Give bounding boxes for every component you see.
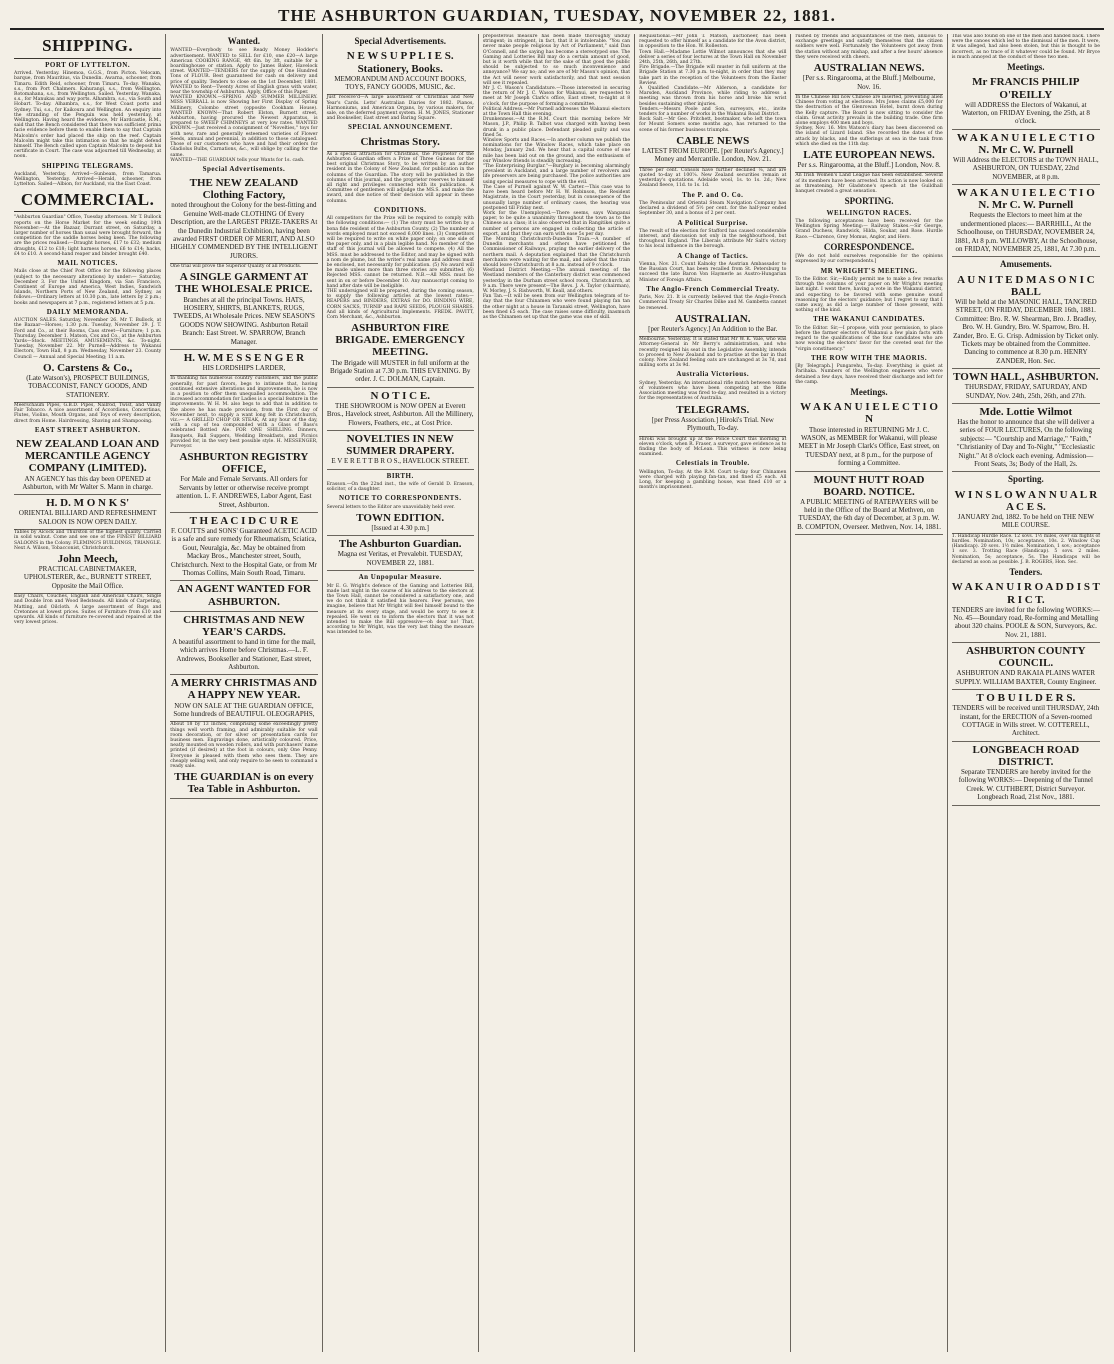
ad-body: E V E R E T T B R O S., HAVELOCK STREET. — [331, 457, 470, 466]
article-text: Tables by Alcock and Thurston of the highest quality. Carried in solid walnut. Come and see one of the FINEST BILLIARD SALOONS in the Colony. FLEMING'S BUILDINGS, TRIANGLE. Next A. Wilson, Tobacconist, Christchurch. — [14, 530, 162, 551]
section-heading: DAILY MEMORANDA. — [46, 307, 129, 316]
ad-body: Branches at all the principal Towns. HATS, HOSIERY, SHIRTS, BLANKETS, RUGS, TWEEDS, At Wholesale Prices. NEW SEASON'S GOODS NOW SHOWING. Ashburton Retail Branch: East Street. W. SPARROW, Branch Manager. — [172, 295, 315, 346]
section-heading: CONDITIONS. — [374, 205, 427, 214]
article-text: Three per cent. Consols have further declined ⅛, and are quoted to-day at 100⅝. New Zealand securities remain at yesterday's quotations. Adelaide wool, 1s. to 1s. 2d.; New Zealand fleece, 11d. to 1s. 1d. — [639, 167, 787, 189]
advertisement — [795, 399, 942, 471]
ad-headline: W A K A N U I E L E C T I O N — [800, 401, 938, 426]
advertisement — [170, 269, 317, 350]
article-text: Sydney, Nov. 16. Mrs Watson's diary has been discovered on the island of Lizard Island. She recorded the dates of the attack by blacks, and the sufferings at sea in the tank from which she died on the 11th day. — [795, 126, 943, 147]
advertisement — [14, 551, 161, 594]
ad-headline: A U N I T E D M A S O N I C BALL — [957, 273, 1095, 298]
article-text: rushed by friends and acquaintances of the men, anxious to exchange greetings and satisfy themselves that the citizen soldiers were well. Fortunately the Volunteers got away from the station without any mishap, and after a few hours' absence they were received with cheers. — [795, 34, 943, 60]
ad-body: ORIENTAL BILLIARD AND REFRESHMENT SALOON IS NOW OPEN DAILY. — [18, 509, 157, 526]
article-text: Sydney, Yesterday. An international rifle match between teams of volunteers who have been competing at the Rifle Association meeting was fired to-day, and resulted in a victory for the representatives of Australia. — [639, 380, 787, 402]
article-text: Paris, Nov. 21. It is currently believed that the Anglo-French Commercial Treaty Sir Charles Dilke and M. Gambetta cannot be renewed. — [639, 295, 787, 311]
ad-headline: A MERRY CHRISTMAS AND A HAPPY NEW YEAR. — [170, 677, 318, 702]
article-text: The following acceptances have been received for the Wellington Spring Meeting:— Railway Stakes.—Sir George, Grand Duchess, Randwick, Hilda, Soukar, and Rose. Hurdle Race.—Clarence, Grey Momus, Anglor, and Hero. — [795, 219, 943, 240]
article-text: preposterous measure has been made thoroughly unduly stringent; in stringent, in fact, that it is intolerable. "You can never make people religious by Act of Parliament," said Dan O'Connell, and the saying has become a stereotyped one. The Gaming and Lotteries Bill may do a certain amount of good, but is it worth while that for the sake of that good the public should be subjected to so much inconvenience and annoyance? We say no; and we are of Mr Mason's opinion, that the Act will never work satisfactorily, and that next session will see it repealed. — [482, 34, 631, 86]
ad-body: [per Press Association.] Hiroki's Trial. New Plymouth, To-day. — [651, 415, 774, 433]
article-text: WANTED KNOWN.—SPRING AND SUMMER MILLINERY. MISS VERRALL is now Showing her First Display of Spring Millinery, Colombo street (opposite Cookham House). WANTED KNOWN—That Robert Elston, Burnett street, Ashburton, having procured the Newest Apparatus, is prepared to SWEEP CHIMNEYS at very low rates. WANTED KNOWN.—Just received a consignment of "Novelties," toys for with new, rare and generally esteemed varieties of Flower Seeds, annual and perennial, in addition to those catalogued. Those of our customers who have and had their orders for Gladiolus Bulbs, Carnations, &c., will oblige by calling for the same. — [170, 95, 318, 158]
ad-headline: THE GUARDIAN is on every Tea Table in Ashburton. — [174, 771, 314, 796]
ad-body: A beautiful assortment to hand in time for the mail, which arrives Home before Christmas.—L. F. Andrewes, Bookseller and Stationer, East street, Ashburton. — [172, 637, 316, 671]
ad-body: AN AGENCY has this day been OPENED at Ashburton, with Mr Walter S. Mann in charge. — [22, 474, 153, 491]
article-text: Several letters to the Editor are unavoidably held over. — [326, 504, 455, 510]
section-heading: WELLINGTON RACES. — [826, 208, 912, 217]
article-text: AUCTION SALES. Saturday, November 26. Mr T. Bullock, at the Bazaar—Horses; 1.30 p.m. Tuesday, November 29. J. T. Ford and Co., at their Rooms, Cass street—Furniture; 1 p.m. Thursday, December 1. Matson, Cox and Co., at the Ashburton Yards—Stock. MEETINGS, AMUSEMENTS, &c. To-night. Tuesday, November 22. Mr Purnell—Address to Wakanui Electors, Town Hall, 8 p.m. Wednesday, November 23. County Council — Annual and Special Meeting; 11 a.m. — [14, 318, 162, 360]
ad-headline: CABLE NEWS — [676, 134, 750, 147]
ad-headline: W I N S L O W A N N U A L R A C E S. — [954, 488, 1098, 513]
ad-headline: H. D. M O N K S' — [46, 497, 130, 510]
section-heading: An Unpopular Measure. — [358, 573, 442, 582]
advertisement — [170, 350, 317, 376]
advertisement — [327, 388, 474, 431]
advertisement — [170, 675, 317, 722]
article-text: Mails close at the Chief Post Office for the following places (subject to the necessary alterations) by under:— Saturday, December 3. For the United Kingdom, via San Francisco, Continent of Europe and America, West Indies, Sandwich Islands, Northern Ports of New Zealand, and Sydney, as follows:—Ordinary letters at 10.30 p.m., late letters by 2 p.m.; books and newspapers at 7 p.m., registered letters at 5 p.m. — [14, 269, 162, 306]
masthead-title: THE ASHBURTON GUARDIAN, TUESDAY, NOVEMBER 22, 1881. — [278, 6, 836, 25]
ad-body: MEMORANDUM AND ACCOUNT BOOKS, TOYS, FANCY GOODS, MUSIC, &c. — [334, 74, 467, 92]
ad-headline: John Meech, — [57, 552, 118, 565]
column-6 — [791, 34, 947, 1352]
article-text: WANTED—THE GUARDIAN tells your Wants for 1s. cash. — [170, 157, 305, 163]
article-text: Political Address.—Mr Purnell addresses the Wakanui electors at the Town Hall this evening. — [482, 106, 631, 118]
divider — [14, 211, 161, 212]
column-5 — [635, 34, 791, 1352]
article-text: About 18 by 13 inches, comprising some exceedingly pretty things well worth framing, and admirably suitable for wall room decoration, or for silver or presentation cards for business men. Engravings done, artistically coloured. Price, neatly mounted on wooden rollers, and with purchasers' name printed (if desired) at the foot in colours, only One Penny. Everyone is pleased with them who sees them. They are cheaply selling well, and only require to be seen to command a ready sale. — [170, 722, 318, 769]
ad-body: F. COUTTS and SONS' Guaranteed ACETIC ACID is a safe and sure remedy for Rheumatism, Sciatica, Gout, Neuralgia, &c. May be obtained from Mackay Bros., Manchester street, South, Christchurch. Next to the Hospital Gate, or from Mr Thomas Collins, Main South Road, Timaru. — [170, 527, 318, 578]
ad-body: [Per s.s. Ringarooma, at the Bluff.] Melbourne, Nov. 16. — [802, 74, 936, 91]
section-heading: Meetings. — [850, 386, 888, 397]
ad-headline: MOUNT HUTT ROAD BOARD. NOTICE. — [813, 473, 925, 498]
article-text: Hiroki was brought up at the Police Court this morning at eleven o'clock, when R. Fraser, a surveyor, gave evidence as to finding the body of McLean. This witness is now being examined. — [639, 436, 787, 458]
ad-headline: W A K A N U I E L E C T I O N. Mr C. W. Purnell — [956, 187, 1095, 212]
advertisement — [14, 360, 161, 403]
section-heading: Special Advertisements. — [202, 164, 286, 173]
ad-body: For Male and Female Servants. All orders for Servants by letter or otherwise receive prompt attention. L. F. ANDREWES, Labor Agent, East Street, Ashburton. — [176, 475, 312, 509]
ad-body: THURSDAY, FRIDAY, SATURDAY, AND SUNDAY, Nov. 24th, 25th, 26th, and 27th. — [964, 383, 1087, 400]
article-text: The Case of Purnell against W. W. Carter.—This case was to have been heard before Mr H. W. Robinson, the Resident Magistrate, in the Court yesterday, but in consequence of the unusually large number of ordinary cases, the hearing was postponed till Friday next. — [482, 184, 631, 211]
advertisement — [952, 742, 1100, 806]
article-text: All competitors for the Prize will be required to comply with the following conditions:— (1) The story must be written by a bona fide resident of the Ashburton County. (2) The number of words employed must not exceed 6,000 lines. (3) Competitors will be required to write on white paper only; on one side of the paper only, and in a plain legible hand. No member of the staff of this journal will be allowed to compete. (4) All the MSS. must be addressed to the Editor, and may be signed with a nom de plume, but the writer's real name and address must be enclosed, not necessarily for publication. (5) No award will be made unless more than three stories are submitted. (6) Rejected MSS. cannot be returned. N.B.—All MSS. must be sent in on or before December 10. Any manuscript coming to hand after date will be ineligible. — [326, 216, 474, 289]
advertisement — [952, 272, 1100, 369]
ad-headline: TOWN EDITION. — [356, 511, 445, 524]
ad-headline: T O B U I L D E R S. — [976, 692, 1076, 705]
advertisement — [327, 48, 474, 95]
advertisement — [170, 612, 317, 676]
article-text: Mr J. C. Wason's Candidature.—Those interested in securing the return of Mr J. C. Wason for Wakanui, are requested to meet at Mr Joseph Clark's office, East street, to-night at 8 o'clock, for the purpose of forming a committee. — [482, 86, 631, 107]
ad-headline: CHRISTMAS AND NEW YEAR'S CARDS. — [183, 613, 305, 638]
ad-headline: W A K A N U I R O A D D I S T R I C T. — [951, 581, 1100, 606]
ad-headline: AUSTRALIAN. — [675, 312, 751, 325]
article-text: Fan Tan.—It will be seen from our Wellington telegram of to-day that the four Chinamen who were found playing fan tan the other night at a house in Taranaki street, Wellington, have been fined £5 each. The case raises some difficulty, inasmuch as the Chinamen set up that the game was one of skill. — [482, 294, 631, 320]
section-heading: SPECIAL ANNOUNCEMENT. — [347, 123, 453, 132]
ad-headline: TELEGRAMS. — [676, 403, 750, 416]
section-heading: Sporting. — [1007, 474, 1044, 485]
ad-headline: H. W. M E S S E N G E R — [183, 351, 305, 364]
article-text: This was also found on one of the men and handed back. There were the canoes which led to the dismissal of the men. It were, it was alleged, had also been stolen, but this is thought to be incorrect, as no trace of it whatever could be found. Mr Bryce is much annoyed at the conduct of these two men. — [951, 34, 1100, 60]
ad-headline: The Ashburton Guardian. — [338, 538, 462, 551]
article-text: "Ashburton Guardian" Office, Tuesday afternoon. Mr T. Bullock reports on the Horse Market for the week ending 19th November:—At the Bazaar, Durrant street, on Saturday, a larger number of horses than usual were brought forward, the competition for the saddle horses being keen. The following are the prices realised:—Draught horses, £17 to £32; medium draughts, £12 to £18; light harness horses, £6 to £14; hacks, £4 to £10. A second-hand reaper and binder brought £40. — [14, 215, 162, 257]
article-text: Rock Salt.—Mr Geo. Pritchett, bootmaker, who left the town for Mount Somers some months ago, has returned to the scene of his former business triumphs. — [639, 117, 787, 133]
article-text: Auckland, Yesterday. Arrived—Sunbeam, from Tamarua. Wellington, Yesterday. Arrived—Herald, schooner, from Lyttelton. Sailed—Albion, for Auckland, via the East Coast. — [14, 171, 162, 188]
article-text: Winslow Sports and Races.—In another column we publish the nominations for the Winslow Races, which take place on Monday, January 2nd. We hear that a capital course of one mile has been laid out on the ground, and the enthusiasm of our Winslow friends is steadily increasing. — [482, 138, 631, 164]
advertisement — [327, 536, 474, 571]
section-heading: BIRTH. — [386, 471, 414, 480]
article-text: Vienna, Nov. 21. Count Kalnoky the Austrian Ambassador to the Russian Court, has been recalled from St. Petersburg to succeed the late Baron Von Haymerle as Austro-Hungarian Minister of Foreign Affairs. — [639, 262, 787, 283]
column-2 — [166, 34, 322, 1352]
article-text: The Peninsular and Oriental Steam Navigation Company has declared a dividend of 5½ per cent. for the half-year ended September 30, and a bonus of 2 per cent. — [639, 200, 787, 217]
ad-headline: LONGBEACH ROAD DISTRICT. — [972, 743, 1080, 768]
article-text: Erasson.—On the 22nd inst., the wife of Gerald D. Erasson, solicitor, of a daughter. — [326, 481, 474, 493]
section-heading: Australia Victorious. — [676, 370, 750, 379]
advertisement — [952, 74, 1100, 129]
article-text: Easy Chairs, Couches, English and American Chairs, Single and Double Iron and Wood Bedsteads. All kinds of Carpeting, Matting, and Oilcloth. A large assortment of Rugs and Cretonnes at lowest prices. Suites of Furniture from £10 and upwards. All kinds of furniture re-covered and repaired at the very lowest prices. — [14, 594, 162, 626]
ad-headline: NOVELTIES IN NEW SUMMER DRAPERY. — [346, 433, 455, 458]
advertisement — [14, 436, 161, 495]
ad-body: Will Address the ELECTORS at the TOWN HALL, ASHBURTON, ON TUESDAY, 22nd NOVEMBER, at 8 p.m. — [953, 156, 1099, 181]
ad-headline: ASHBURTON REGISTRY OFFICE, — [179, 451, 309, 476]
advertisement — [952, 185, 1100, 257]
advertisement — [952, 643, 1100, 690]
article-text: [We do not hold ourselves responsible for the opinions expressed by our correspondents.] — [795, 254, 943, 265]
advertisement — [952, 579, 1100, 643]
advertisement — [170, 581, 317, 611]
advertisement — [327, 431, 474, 470]
ad-body: HIS LORDSHIPS LARDER, — [202, 364, 286, 372]
ad-body: Magna est Veritas, et Prevalebit. TUESDAY, NOVEMBER 22, 1881. — [337, 550, 463, 567]
ad-body: THE SHOWROOM is NOW OPEN at Everett Bros., Havelock street, Ashburton. All the Millinery, Flowers, Feathers, etc., at Cost Price. — [326, 401, 474, 427]
ad-body: JANUARY 2nd, 1882. To be held on THE NEW MILE COURSE. — [957, 513, 1094, 530]
section-heading: SHIPPING. — [42, 36, 134, 55]
ad-body: TENDERS will be received until THURSDAY, 24th instant, for the ERECTION of a Seven-roomed COTTAGE in Wills street. W. COTTERELL, Architect. — [952, 704, 1100, 738]
masthead — [10, 6, 1104, 30]
section-heading: SHIPPING TELEGRAMS. — [41, 161, 134, 170]
ad-headline: Christmas Story. — [360, 135, 440, 148]
columns — [10, 34, 1104, 1352]
article-text: To the Editor. Sir,—Kindly permit me to make a few remarks through the columns of your paper on Mr Wright's meeting last night. I went there, having a vote in the Wakanui district, and expecting to be favored with some genuine sound reasoning for the electors' guidance; but I regret to say that I came away, as did a large number of those present, with nothing of the kind. — [795, 277, 943, 314]
article-text: Arrived. Yesterday. Hinemoa, G.G.S., from Picton. Velocam, barque, from Mauritius, via Dunedin. Awarna, schooner, from Timaru. Edith Reid, schooner, from Timaru. To-day. Wanaka, s.s., from Port Chalmers. Kahurangi, s.s., from Wellington. Rotomahana, s.s., from Wellington. Sailed. Yesterday. Wanaka, s.s., for Manukau and way ports. Alhambra, s.s., via South and Hobart. To-day. Alhambra, s.s., for West Coast ports and Sydney. Tui, s.s., for Kaikoura and Wellington. An enquiry into the stranding of the Penguin was held yesterday, at Wellington. Having heard the evidence, Mr Hardcastle, R.M., said that the Bench considered that there was sufficient prima facie evidence before them to enable them to say that Captain Malcolm's order had placed the ship on the reef. Captain Malcolm might take this intimation so that he might defend himself. The Bench called upon Captain Malcolm to deposit his certificate in Court. The case was adjourned till Wednesday, at noon. — [14, 71, 162, 160]
divider — [14, 58, 161, 59]
ad-headline: TOWN HALL, ASHBURTON. — [953, 371, 1099, 384]
article-text: In the Chinese Bill now Chinese are inserted, preventing alien Chinese from voting at elections. Mrs Jones claims £5,000 for the destruction of the Glenrowan Hotel, burnt down during the Kelly capture. The Board is now sitting to consider the claim. Great activity prevails in the building trade. One firm alone employs 400 men and boys. — [795, 94, 943, 126]
ad-body: Separate TENDERS are hereby invited for the following WORKS:— Deepening of the Tunnel Creek. W. CUTHBERT, District Surveyor. Longbeach Road, 21st Nov., 1881. — [958, 768, 1093, 802]
ad-headline: AN AGENT WANTED FOR ASHBURTON. — [177, 583, 311, 608]
article-text: Melbourne, Yesterday. It is stated that Mr W. K. Vale, who was Attorney-General in Mr Berry's administration, and who recently resigned his seat in the Legislative Assembly, intends to proceed to New Zealand and to practise at the bar in that colony. New Zealand feeling oats are unchanged at 3s 7d, and milling sorts at 3s 9d. — [639, 337, 787, 369]
ad-headline: ASHBURTON COUNTY COUNCIL. — [966, 645, 1086, 670]
column-4 — [479, 34, 635, 1352]
section-heading: MAIL NOTICES. — [57, 259, 118, 268]
advertisement — [14, 495, 161, 530]
ad-body: The Brigade will MUSTER in full uniform at the Brigade Station at 7.30 p.m. THIS EVENING. By order. J. C. DOLMAN, Captain. — [329, 358, 471, 384]
article-text: Fire Brigade.—The Brigade will muster in full uniform at the Brigade Station at 7.30 p.m. to-night, in order that they may take part in the reception of the Volunteers from the Easter Review. — [639, 65, 787, 86]
advertisement — [795, 472, 942, 536]
ad-headline: THE NEW ZEALAND Clothing Factory, — [189, 177, 299, 202]
article-text: Requisitional.—Mr John T. Matson, auctioneer, has been requested to offer himself as a candidate for the Avon district, in opposition to the Hon. W. Rolleston. — [639, 34, 787, 50]
section-heading: Wanted. — [227, 36, 261, 46]
advertisement — [327, 320, 474, 387]
advertisement — [170, 769, 317, 799]
section-heading: THE WAKANUI CANDIDATES. — [813, 315, 925, 324]
ad-headline: A SINGLE GARMENT AT THE WHOLESALE PRICE. — [175, 271, 313, 296]
article-text: Just receive'd—A large assortment of Christmas and New Year's Cards. Letts' Australian Diaries for 1882. Pianos, Harmoniums, and American Organs, by various makers, for sale, on the deferred payment system. H. M. JONES, Stationer and Bookseller, East street and Baring Square. — [326, 95, 474, 122]
ad-body: LATEST FROM EUROPE. [per Reuter's Agency.] Money and Mercantile. London, Nov. 21. — [641, 146, 784, 164]
ad-body: noted throughout the Colony for the best-fitting and Genuine Well-made CLOTHING Of Every Description, are the LARGEST PRIZE-TAKERS At the Dunedin Industrial Exhibition, having been awarded FIRST ORDER OF MERIT, AND ALSO HIGHLY COMMENDED BY THE INTELLIGENT JURORS. — [170, 201, 318, 260]
advertisement — [952, 369, 1100, 404]
advertisement — [952, 404, 1100, 472]
article-text: A Qualified Candidate.—Mr Alderson, a candidate for Marsden, Auckland Province, while riding to address a meeting was thrown from his horse and broke his wrist besides sustaining other injuries. — [639, 86, 787, 107]
section-heading: CORRESPONDENCE. — [823, 241, 915, 252]
advertisement — [327, 510, 474, 536]
section-heading: A Change of Tactics. — [677, 251, 749, 260]
section-heading: NOTICE TO CORRESPONDENTS. — [338, 494, 462, 503]
ad-body: NOW ON SALE AT THE GUARDIAN OFFICE, Some hundreds of BEAUTIFUL OLEOGRAPHS, — [173, 701, 315, 718]
advertisement — [795, 60, 942, 95]
article-text: 1. Handicap Hurdle Race. 12 sovs. 1½ miles, over six flights of hurdles. Nomination, 10s; acceptance, 10s. 2. Winslow Cup (Handicap). 20 sovs. 1½ miles. Nomination, 1 sov.; acceptance 1 sov. 3. Trotting Race (Handicap). 5 sovs. 2 miles. Nomination, 5s; acceptance, 5s. The Handicaps will be declared as soon as possible. J. B. ROGERS, Hon. Sec. — [951, 533, 1100, 565]
article-text: In thanking his numerous country customers, and the public generally, for past favors, begs to intimate that, having continued extensive alterations and improvements, he is now in a position to offer them unequalled accommodation. The increased accommodation for Ladies is a special feature in the improvements. W. H. M. also begs to add that in addition to the above he has made provision, from the First day of November next, to supply a want long felt in Christchurch, viz.:— A GRILLED CHOP OR STEAK, At any hour of the day, with a cup of tea compounded with a Glass of Bass's celebrated Bottled Ale. FOR ONE SHILLING. Dinners, Banquets, Ball Suppers, Wedding Breakfasts, and Picnics provided for, in the very best possible style. H. MESSENGER, Purveyor. — [170, 376, 318, 450]
ad-body: Will be held at the MASONIC HALL, TANCRED STREET, ON FRIDAY, DECEMBER 16th, 1881. Committee: Bro. R. W. Shearman, Bro. J. Bradley, Bro. W. H. Gundry, Bro. W. Sparrow, Bro. H. Zander, Bro. E. G. Crisp. Admission by Ticket only. Tickets may be obtained from the Committee. Dancing to commence at 8.30 p.m. HENRY ZANDER, Hon. Sec. — [953, 297, 1099, 365]
advertisement — [639, 402, 786, 437]
ad-body: TENDERS are invited for the following WORKS:— No. 45—Boundary road, Re-forming and Metalling about 320 chains. POOLE & SON, Surveyors, &c. Nov. 21, 1881. — [951, 605, 1100, 639]
section-heading: Amusements. — [999, 259, 1052, 270]
ad-headline: N E W S U P P L I E S. Stationery, Books. — [346, 50, 454, 75]
advertisement — [170, 449, 317, 513]
section-heading: MR WRIGHT'S MEETING. — [820, 266, 918, 275]
advertisement — [170, 513, 317, 581]
advertisement — [639, 133, 786, 168]
ad-body: Per s.s. Ringarooma, at the Bluff.] London, Nov. 8. — [797, 161, 941, 170]
ad-headline: Mr FRANCIS PHILIP O'REILLY — [972, 76, 1080, 101]
ad-headline: ASHBURTON FIRE BRIGADE. EMERGENCY MEETING. — [335, 322, 465, 359]
column-1 — [10, 34, 166, 1352]
ad-body: [per Reuter's Agency.] An Addition to the Bar. — [648, 324, 778, 333]
advertisement — [952, 487, 1100, 534]
article-text: Tenders.—Messrs Poole and Son, surveyors, etc., invite tenders for a number of works in the Wakanui Road District. — [639, 106, 787, 118]
ad-body: will ADDRESS the Electors of Wakanui, at Waterton, on FRIDAY Evening, the 25th, at 8 o'clock. — [961, 100, 1090, 126]
article-text: To the Editor. Sir,—I propose, with your permission, to place before the farmer electors of Wakanui a few plain facts with regard to the qualifications of the four candidates who are now wooing the electors' favor for the coveted seat for the "virgin constituency." — [795, 325, 943, 352]
article-text: Wellington, To-day. At the R.M. Court to-day four Chinamen were charged with playing fan-tan, and fined £5 each. All Long, for keeping a gambling house, was fined £10 or a month's imprisonment. — [639, 469, 787, 491]
ad-body: [Issued at 4.30 p.m.] — [371, 523, 429, 532]
article-text: WANTED—Everybody to see Ready Money Hodder's advertisement. WANTED to SELL for £10, one £20—A large American COOKING RANGE, 4ft 6in. by 3ft, suitable for a boardinghouse or station. Apply to James Baker, Havelock street. WANTED—TENDERS for the supply of One Hundred Tons of FLOUR. Best guaranteed for cash on delivery and price of quality. Tenders to close on the 1st December, 1881. WANTED to Rent—Twenty Acres of English grass with water, near the township of Ashburton. Apply, Office of this Paper. — [170, 48, 318, 96]
ad-body: (Late Watson's), PROSPECT BUILDINGS, TOBACCONIST, FANCY GOODS, AND STATIONERY. — [26, 373, 150, 399]
article-text: Work for the Unemployed.—There seems, says Wanganui paper, to be quite a unanimity throughout the town as to the Chinese as a class; it is also observed that in Rangitikei quite a number of persons are engaged in collecting the article of export, and that they can earn with ease 5s per day. — [482, 210, 631, 237]
advertisement — [170, 175, 317, 264]
ad-body: ASHBURTON AND RAKAIA PLAINS WATER SUPPLY. WILLIAM BAXTER, County Engineer. — [955, 669, 1097, 686]
advertisement — [639, 311, 786, 337]
section-heading: Meetings. — [1007, 62, 1045, 73]
article-text: Westland District Meeting.—The annual meeting of the Westland members of the Canterbury district was commenced yesterday in the Durham street school room, Christchurch, at 9 a.m. There were present—The Revs. J. A. Taylor (chairman), W. Morley, J. S. Rishworth, W. Keall, and others. — [482, 268, 631, 294]
column-3 — [323, 34, 479, 1352]
section-heading: Tenders. — [1009, 567, 1043, 577]
section-heading: Special Advertisements. — [354, 36, 446, 46]
section-heading: EAST STREET ASHBURTON. — [34, 425, 141, 434]
article-text: As a special attraction for Christmas, the Proprietor of the Ashburton Guardian offers a Prize of Three Guineas for the best original Christmas Story, to be written by an author resident in the Colony of New Zealand, for publication in the columns of the Guardian. The story will be published in the columns of this journal, and the proprietor reserves to himself all right and privileges connected with its publication. A Committee of gentlemen will adjudge the MS.S. and make the award, and due notice of their decision will appear in these columns. — [326, 151, 474, 204]
ad-headline: LATE EUROPEAN NEWS. — [803, 148, 935, 161]
article-text: THE undersigned will be prepared, during the coming season, to supply the following articles at the lowest rates:— REAPERS and BINDERS, EXTRAS for DO. BINDING WIRE, CORN SACKS, TURNIP and RAPE SEEDS, PLOUGH SHARES. And all kinds of Agricultural Implements. FREDK. PAVITT, Corn Merchant, &c., Ashburton. — [326, 289, 474, 321]
advertisement — [795, 147, 942, 173]
article-text: An Irish Women's Land League has been established. Several of its members have been arrested. Its action is now looked on as threatening. Mr Gladstone's speech at the Guildhall banquet created a great sensation. — [795, 173, 943, 195]
ad-headline: Mde. Lottie Wilmot — [979, 405, 1073, 418]
article-text: "The Enterprising Burglar."—Burglary is becoming alarmingly prevalent in Auckland, and a large number of revolvers and life preservers are being purchased. The police authorities are using special measures to cope with the evil. — [482, 164, 631, 185]
ad-headline: O. Carstens & Co., — [43, 361, 133, 374]
article-text: Meerschaum Pipes, G.B.D. Pipes, Nailrod, Twist, and Vanity Fair Tobacco. A nice assortment of Accordions, Concertinas, Flutes, Violins, Mouth Organs, and Toys of every description, direct from Home. Hairdressing, Shaving and Shampooing. — [14, 403, 162, 424]
ad-headline: AUSTRALIAN NEWS. — [813, 62, 925, 75]
article-text: One trial will prove the Superior Quality of all Products. — [170, 264, 302, 270]
ad-headline: W A K A N U I E L E C T I O N. Mr C. W. Purnell — [956, 131, 1095, 156]
column-7 — [948, 34, 1104, 1352]
section-heading: SPORTING. — [844, 196, 894, 207]
ad-headline: NEW ZEALAND LOAN AND MERCANTILE AGENCY COMPANY (LIMITED). — [16, 438, 160, 475]
ad-headline: N O T I C E. — [370, 389, 430, 402]
section-heading: COMMERCIAL. — [20, 189, 155, 209]
article-text: The result of the election for Stafford has caused considerable interest, and discussion not only in the neighbourhood, but throughout England. The Liberals attribute Mr Salt's victory to his local influence in the borough. — [639, 228, 787, 250]
ad-body: A PUBLIC MEETING of RATEPAYERS will be held in the Office of the Board at Methven, on TUESDAY, the 6th day of December, at 3 p.m. W. B. COMPTON, Overseer. Methven, Nov. 14, 1881. — [797, 497, 941, 531]
ad-body: Has the honor to announce that she will deliver a series of FOUR LECTURES, On the following subjects:— "Courtship and Marriage," "Faith," "Christianity of Day and To-Night," "Ecclesiastic Night." At 8 o'clock each evening. Admission—Front Seats, 3s; Body of the Hall, 2s. — [956, 418, 1095, 468]
advertisement — [327, 134, 474, 152]
article-text: Mr E. G. Wright's defence of the Gaming and Lotteries Bill, made last night in the course of his address to the electors at the Town Hall, cannot be considered a satisfactory one, and we do not think it satisfied his hearers. Few persons, we imagine, believe that Mr Wright will feel himself bound to the measure at its every stage, and would be sorry to see it repealed. He went on to inform the electors that it was not intended to make the Bill oppressive—oh dear no! That, according to Mr Wright, was the very last thing the measure was intended to be. — [326, 583, 474, 636]
section-heading: Celestials in Trouble. — [675, 459, 750, 468]
advertisement — [952, 690, 1100, 742]
section-heading: The P. and O. Co. — [682, 190, 744, 199]
section-heading: PORT OF LYTTELTON. — [45, 60, 131, 69]
article-text: [By Telegraph.] Pungarehu, To-day. Everything is quiet at Parihaka. Numbers of the Wellington engineers who were detained a few days, have received their discharge and left for the camp. — [795, 364, 943, 385]
ad-body: Those interested in RETURNING Mr J. C. WASON, as MEMBER for Wakanui, will please MEET in Mr Joseph Clark's Office, East street, on TUESDAY next, at 8 p.m., for the purpose of forming a Committee. — [798, 425, 940, 468]
advertisement — [952, 130, 1100, 185]
section-heading: The Anglo-French Commercial Treaty. — [646, 284, 780, 293]
ad-body: PRACTICAL CABINETMAKER, UPHOLSTERER, &c., BURNETT STREET, Opposite the Mail Office. — [23, 565, 152, 590]
section-heading: THE ROW WITH THE MAORIS. — [811, 353, 928, 362]
ad-headline: T H E A C I D C U R E — [189, 514, 299, 527]
section-heading: A Political Surprise. — [677, 218, 749, 227]
ad-body: Requests the Electors to meet him at the undermentioned places:— BARRHILL, At the Schoolhouse, on THURSDAY, NOVEMBER 24, 1881, At 8 p.m. WILLOWBY, At the Schoolhouse, on FRIDAY, NOVEMBER 25, 1881, At 7.30 p.m. — [954, 211, 1098, 253]
article-text: Town Hall.—Madame Lottie Wilmot announces that she will deliver a series of four lectures at the Town Hall on November 24th, 25th, 26th, and 27th. — [639, 49, 787, 66]
article-text: The Morning Christchurch-Dunedin Train.—A number of Dunedin merchants and others have petitioned the Commissioner of Railways, praying the earlier delivery of the northern mail. A deputation explained that the Christchurch merchants were waiting for the mail, and asked that the train should leave Christchurch at 8 a.m. instead of 9 o'clock. — [482, 236, 631, 268]
article-text: Drunkenness.—At the R.M. Court this morning before Mr Mason, J.P., Philip B. Talbot was charged with having been drunk in a public place. Defendant pleaded guilty and was fined 5s. — [482, 117, 631, 138]
